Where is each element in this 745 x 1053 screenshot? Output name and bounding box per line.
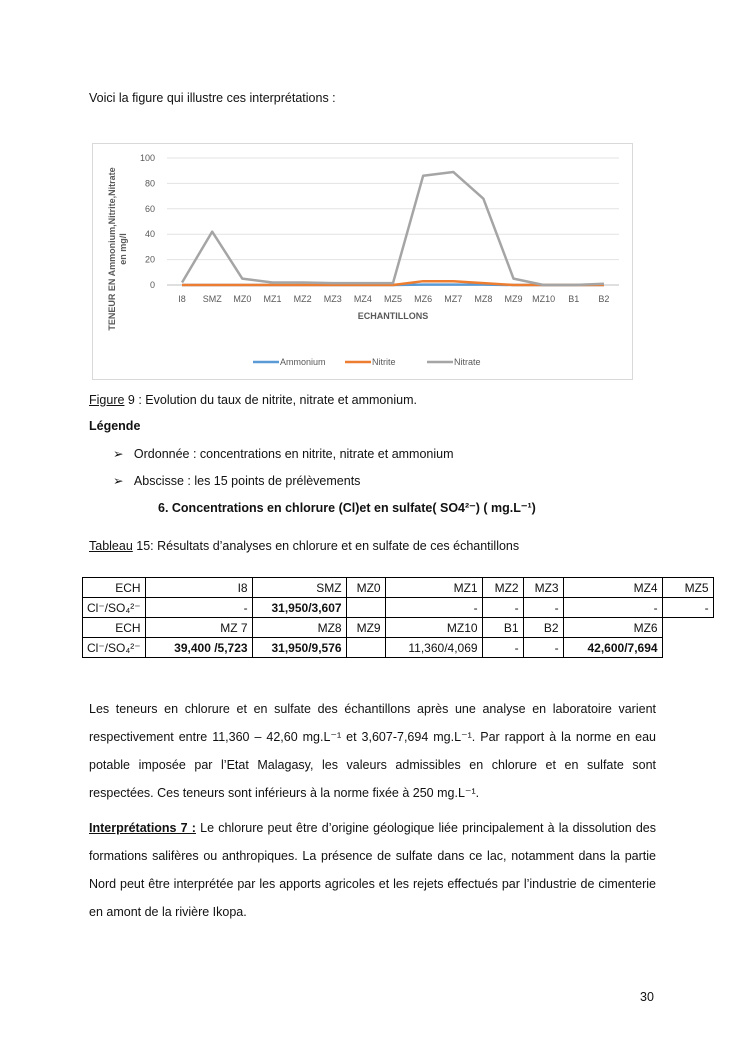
table-cell: 42,600/7,694 — [563, 638, 662, 658]
column-header: MZ10 — [385, 618, 482, 638]
column-header: B2 — [523, 618, 563, 638]
x-tick-label: MZ10 — [532, 294, 556, 304]
y-tick-label: 0 — [149, 280, 155, 290]
table-caption-label: Tableau — [89, 539, 133, 553]
x-tick-label: B1 — [568, 294, 580, 304]
x-tick-label: MZ5 — [384, 294, 402, 304]
table-cell: - — [482, 638, 523, 658]
bullet-item — [113, 473, 360, 488]
arrow-bullet-icon: ➢ — [113, 447, 124, 461]
table-cell: 11,360/4,069 — [385, 638, 482, 658]
line-chart — [92, 143, 633, 380]
chart-svg — [93, 144, 634, 381]
column-header: MZ5 — [662, 578, 713, 598]
y-axis-label: TENEUR EN Ammonium,Nitrite,Nitrate — [107, 167, 117, 331]
table-row — [83, 618, 714, 638]
x-tick-label: MZ0 — [233, 294, 252, 304]
figure-caption — [89, 393, 417, 407]
x-tick-label: MZ9 — [504, 294, 523, 304]
x-tick-label: MZ7 — [444, 294, 463, 304]
x-tick-label: MZ6 — [414, 294, 433, 304]
y-tick-label: 20 — [144, 254, 155, 265]
interpretation-label: Interprétations 7 : — [89, 821, 196, 835]
column-header: MZ1 — [385, 578, 482, 598]
column-header: MZ3 — [523, 578, 563, 598]
column-header: MZ6 — [563, 618, 662, 638]
column-header: SMZ — [252, 578, 346, 598]
paragraph-interpretation — [89, 814, 656, 926]
bullet-text: Ordonnée : concentrations en nitrite, nitrate et ammonium — [133, 447, 454, 461]
bullet-item — [113, 446, 454, 461]
column-header: MZ0 — [346, 578, 385, 598]
y-tick-label: 80 — [144, 178, 155, 189]
x-tick-label: B2 — [598, 294, 610, 304]
intro-text: Voici la figure qui illustre ces interprétations : — [89, 91, 336, 105]
row-label: ECH — [83, 578, 146, 598]
legend-label: Ammonium — [280, 357, 326, 367]
x-tick-label: MZ2 — [293, 294, 312, 304]
x-tick-label: SMZ — [202, 294, 222, 304]
table-cell — [346, 598, 385, 618]
table-cell: - — [385, 598, 482, 618]
bullet-text: Abscisse : les 15 points de prélèvements — [133, 474, 361, 488]
empty-cell — [662, 638, 713, 658]
arrow-bullet-icon: ➢ — [113, 474, 124, 488]
section-heading: 6. Concentrations en chlorure (Cl)et en sulfate( SO4²⁻) ( mg.L⁻¹) — [158, 501, 536, 515]
page-number: 30 — [640, 990, 654, 1004]
table-row — [83, 578, 714, 598]
table-cell: 31,950/3,607 — [252, 598, 346, 618]
series-line-nitrate — [182, 172, 604, 285]
column-header: I8 — [145, 578, 252, 598]
x-tick-label: MZ4 — [353, 294, 372, 304]
y-tick-label: 60 — [144, 203, 155, 214]
column-header: MZ2 — [482, 578, 523, 598]
results-table — [82, 577, 714, 658]
table-cell: - — [662, 598, 713, 618]
x-tick-label: I8 — [178, 294, 186, 304]
y-tick-label: 100 — [139, 153, 155, 163]
empty-cell — [662, 618, 713, 638]
x-axis-label: ECHANTILLONS — [357, 311, 429, 321]
table-cell: - — [482, 598, 523, 618]
legend-title: Légende — [89, 419, 141, 433]
x-tick-label: MZ1 — [263, 294, 282, 304]
x-tick-label: MZ8 — [474, 294, 493, 304]
legend-label: Nitrate — [454, 357, 481, 367]
table-caption — [89, 539, 519, 553]
row-label: ECH — [83, 618, 146, 638]
table-row — [83, 598, 714, 618]
figure-caption-text: 9 : Evolution du taux de nitrite, nitrate et ammonium. — [124, 393, 417, 407]
row-label: Cl⁻/SO₄²⁻ — [83, 598, 146, 618]
x-tick-label: MZ3 — [323, 294, 342, 304]
legend-label: Nitrite — [372, 357, 396, 367]
paragraph-results: Les teneurs en chlorure et en sulfate des échantillons après une analyse en laboratoire varient respectivement entre 11,360 – 42,60 mg.L⁻¹ et 3,607-7,694 mg.L⁻¹. Par rapport à la norme en eau potable imposée par l’Etat Malagasy, les valeurs admissibles en chlorure et en sulfate sont respectées. Ces teneurs sont inférieurs à la norme fixée à 250 mg.L⁻¹. — [89, 702, 656, 800]
table-cell: - — [145, 598, 252, 618]
y-axis-label: en mg/l — [118, 233, 128, 265]
table-caption-text: 15: Résultats d’analyses en chlorure et en sulfate de ces échantillons — [132, 539, 520, 553]
table-row — [83, 638, 714, 658]
table-cell — [346, 638, 385, 658]
column-header: MZ4 — [563, 578, 662, 598]
column-header: B1 — [482, 618, 523, 638]
row-label: Cl⁻/SO₄²⁻ — [83, 638, 146, 658]
table-cell: 39,400 /5,723 — [145, 638, 252, 658]
figure-caption-label: Figure — [89, 393, 125, 407]
interpretation-text: Le chlorure peut être d’origine géologique liée principalement à la dissolution des formations salifères ou anthropiques. La présence de sulfate dans ce lac, notamment dans la partie Nord peut être interprétée par les apports agricoles et les rejets effectués par l’industrie de cimenterie en amont de la rivière Ikopa. — [89, 821, 656, 919]
table-cell: - — [523, 638, 563, 658]
table-cell: - — [523, 598, 563, 618]
column-header: MZ9 — [346, 618, 385, 638]
column-header: MZ 7 — [145, 618, 252, 638]
table-cell: 31,950/9,576 — [252, 638, 346, 658]
y-tick-label: 40 — [144, 229, 155, 240]
column-header: MZ8 — [252, 618, 346, 638]
table-cell: - — [563, 598, 662, 618]
